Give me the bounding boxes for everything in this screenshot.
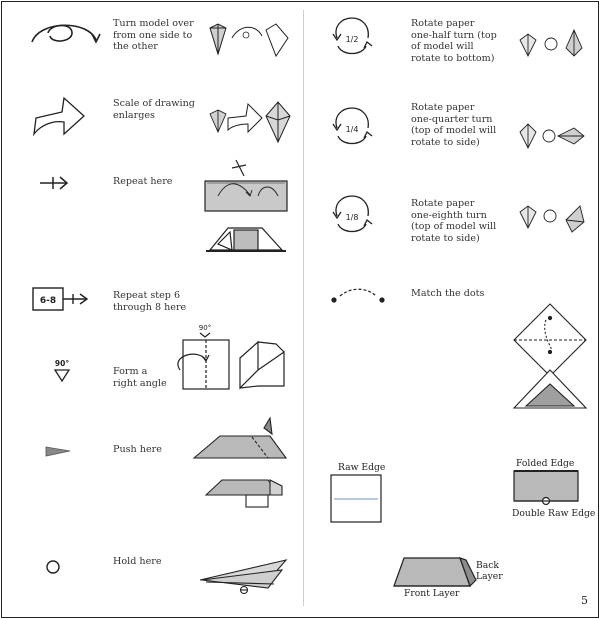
enlarge-arrow-icon	[34, 98, 84, 134]
frac-eighth-label: 1/8	[345, 213, 359, 222]
rotate-eighth-text: Rotate paper one-eighth turn (top of model will rotate to side)	[411, 198, 497, 244]
repeat-steps-text: Repeat step 6 through 8 here	[113, 290, 187, 313]
push-diagram	[194, 418, 286, 507]
match-dots-text: Match the dots	[411, 288, 485, 299]
repeat-arrow-icon	[40, 177, 67, 189]
push-text: Push here	[113, 444, 162, 455]
small-kite-icon	[210, 110, 226, 132]
repeat-box-label: 6-8	[39, 296, 57, 306]
match-dots-diagram	[514, 304, 586, 408]
folded-edge-diagram	[514, 471, 578, 505]
right-angle-diagram	[178, 324, 284, 389]
front-layer-label: Front Layer	[404, 588, 460, 599]
kite-after-icon	[266, 24, 288, 56]
rotate-quarter-diagram	[520, 124, 584, 148]
right-angle-text: Form a right angle	[113, 366, 167, 389]
match-dots-icon	[332, 289, 384, 302]
angle-label-2: 90°	[198, 324, 212, 332]
rotate-half-icon	[333, 18, 372, 54]
frac-half-label: 1/2	[345, 35, 359, 44]
angle-label: 90°	[54, 359, 70, 368]
rotate-half-diagram	[520, 30, 582, 56]
rotate-eighth-icon	[333, 196, 372, 232]
back-layer-label: Back Layer	[476, 560, 503, 582]
rotate-quarter-text: Rotate paper one-quarter turn (top of model will rotate to side)	[411, 102, 497, 148]
turn-over-text: Turn model over from one side to the other	[113, 18, 194, 52]
page-number: 5	[581, 594, 588, 607]
repeat-diagram	[205, 160, 287, 251]
rotate-eighth-diagram	[520, 206, 584, 232]
layer-diagram	[394, 558, 476, 586]
kite-before-icon	[210, 24, 226, 54]
large-kite-icon	[266, 102, 290, 142]
hold-text: Hold here	[113, 556, 162, 567]
scale-text: Scale of drawing enlarges	[113, 98, 195, 121]
flip-arrow-icon	[232, 27, 262, 38]
hold-icon	[47, 561, 59, 573]
repeat-steps-box-icon	[33, 288, 87, 310]
push-icon	[46, 447, 70, 456]
folded-edge-label: Folded Edge	[516, 458, 575, 469]
rotate-quarter-icon	[333, 108, 372, 144]
rotate-half-text: Rotate paper one-half turn (top of model will rotate to bottom)	[411, 18, 497, 64]
turn-over-icon	[32, 25, 100, 42]
raw-edge-label: Raw Edge	[338, 462, 386, 473]
raw-edge-diagram	[331, 475, 381, 522]
frac-quarter-label: 1/4	[345, 125, 359, 134]
double-raw-edge-label: Double Raw Edge	[512, 508, 596, 519]
repeat-text: Repeat here	[113, 176, 173, 187]
hold-diagram	[200, 560, 286, 594]
right-angle-icon	[55, 359, 69, 381]
enlarge-small-arrow-icon	[228, 104, 262, 132]
